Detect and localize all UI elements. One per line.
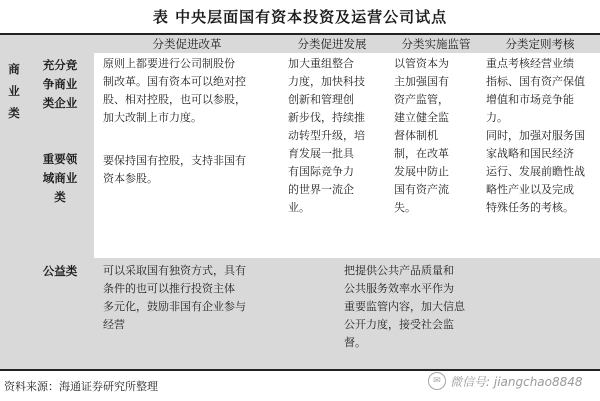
row-label-key: 重要领 域商业 类 <box>42 152 78 204</box>
commercial-group-label: 商 业 类 <box>8 62 20 120</box>
row-label-public: 公益类 <box>42 264 78 278</box>
header-reform: 分类促进改革 <box>152 37 222 51</box>
cell-supervision: 以管资本为 主加强国有 资产监管， 建立健全监 督体制机 制，在改革 发展中防止 国有资产流 失。 <box>394 57 449 214</box>
bottom-rule <box>0 369 600 371</box>
cell-public-assessment: 把提供公共产品质量和 公共服务效率水平作为 重要监管内容，加大信息 公开力度，接受社会监 督。 <box>344 264 465 349</box>
cell-reform-competitive: 原则上都要进行公司制股份 制改革。国有资本可以绝对控 股、相对控股，也可以参股， 加大改制上市力度。 <box>103 57 246 124</box>
watermark-text: 微信号: jiangchao8848 <box>450 374 583 389</box>
row-label-competitive: 充分竞 争商业 类企业 <box>42 58 78 110</box>
cell-public-reform: 可以采取国有独资方式，具有 条件的也可以推行投资主体 多元化，鼓励非国有企业参与 经营 <box>103 264 246 331</box>
cell-assessment: 重点考核经营业绩 指标、国有资产保值 增值和市场竞争能 力。 同时，加强对服务国 家战略和国民经济 运行、发展前瞻性战 略性产业以及完成 特殊任务的考核。 <box>486 57 585 214</box>
header-supervision: 分类实施监管 <box>401 37 471 51</box>
cell-reform-key: 要保持国有控股，支持非国有 资本参股。 <box>103 154 246 185</box>
header-development: 分类促进发展 <box>297 37 367 51</box>
cell-development: 加大重组整合 力度，加快科技 创新和管理创 新步伐，持续推 动转型升级，培 育发展一批具 有国际竞争力 的世界一流企 业。 <box>288 57 365 214</box>
wechat-icon: ✉ <box>428 372 446 390</box>
table-title: 表 中央层面国有资本投资及运营公司试点 <box>152 8 448 26</box>
watermark <box>428 372 583 390</box>
source-note: 资料来源：海通证券研究所整理 <box>4 380 158 393</box>
header-assessment: 分类定则考核 <box>505 37 575 51</box>
